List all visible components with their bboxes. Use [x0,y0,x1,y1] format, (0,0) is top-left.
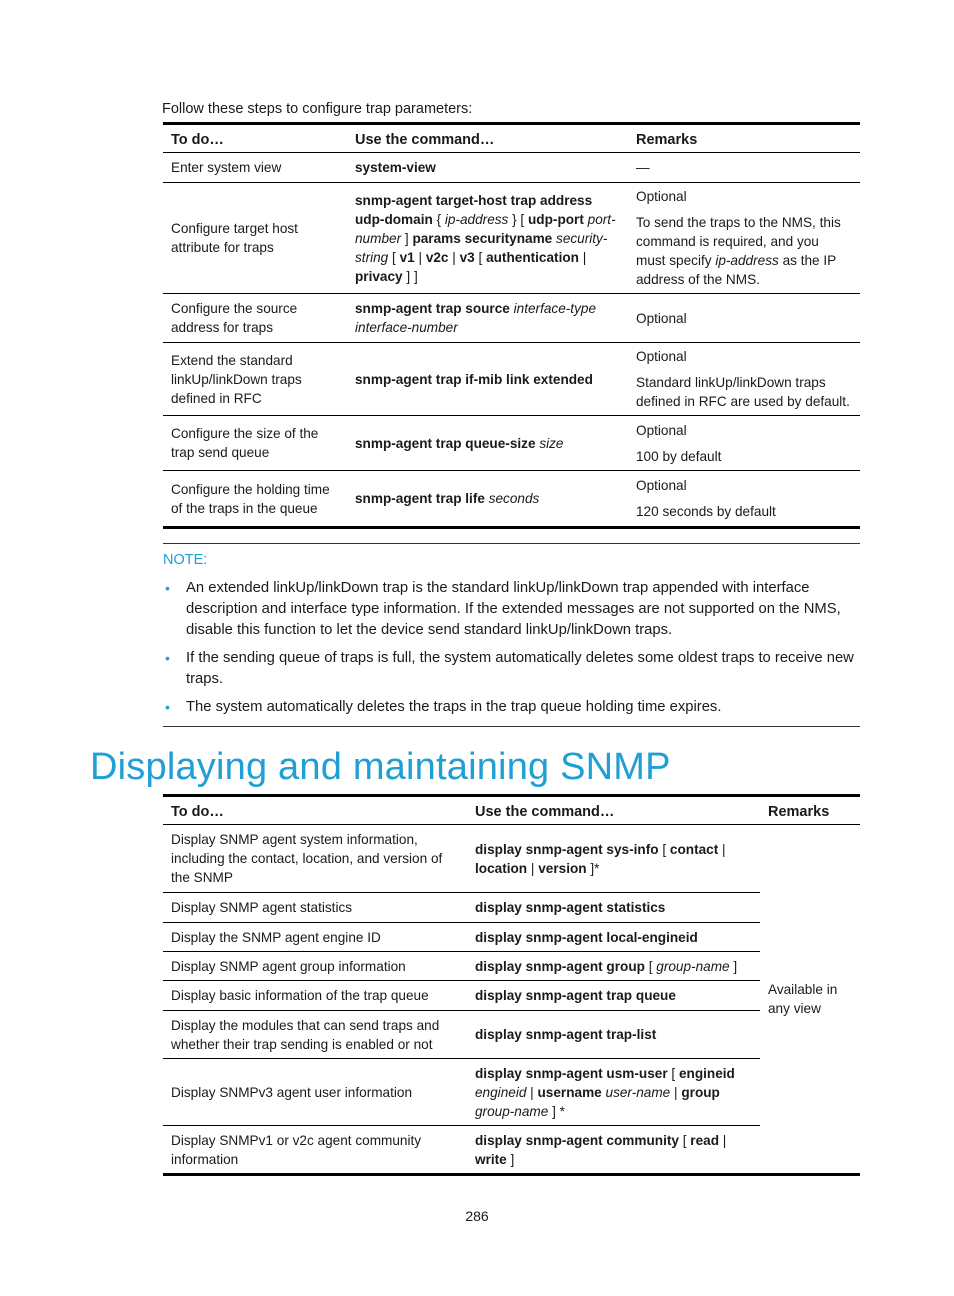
column-header-remarks: Remarks [636,132,698,148]
todo-cell: Configure target host attribute for traps [171,221,298,255]
command-cell: display snmp-agent group [ group-name ] [475,958,738,974]
command-cell: display snmp-agent usm-user [ engineid engineid | username user-name | group group-name ] * [475,1065,735,1119]
remark-text: — [636,160,650,175]
todo-cell: Display the modules that can send traps and whether their trap sending is enabled or not [171,1017,440,1052]
table-row [163,343,860,416]
list-item [163,648,860,690]
note-item-text: The system automatically deletes the traps in the trap queue holding time expires. [186,699,722,715]
note-item-text: An extended linkUp/linkDown trap is the standard linkUp/linkDown trap appended with interface description and interface type information. If the extended messages are not supported on the NMS, disable this function to let the device send standard linkUp/linkDown traps. [186,580,841,638]
table-row [163,183,860,294]
note-item-text: If the sending queue of traps is full, the system automatically deletes some oldest traps to receive new traps. [186,650,854,687]
remark-text: Optional [636,349,687,364]
command-cell: snmp-agent trap if-mib link extended [355,371,593,387]
column-header-todo: To do… [171,804,224,820]
bullet-icon: • [165,699,170,715]
table-row [163,416,860,471]
remarks-cell [628,183,860,294]
intro-text: Follow these steps to configure trap parameters: [162,101,473,117]
remark-text: 120 seconds by default [636,504,776,519]
command-cell: snmp-agent trap queue-size size [355,435,564,451]
todo-cell: Display SNMP agent statistics [171,900,353,915]
column-header-todo: To do… [171,132,224,148]
todo-cell: Configure the size of the trap send queue [171,426,319,460]
todo-cell: Extend the standard linkUp/linkDown traps defined in RFC [171,352,302,406]
note-title: NOTE: [163,552,208,568]
todo-cell: Display SNMPv1 or v2c agent community information [171,1132,422,1167]
bullet-icon: • [165,580,170,596]
command-cell: display snmp-agent sys-info [ contact | location | version ]* [475,841,726,876]
command-cell: snmp-agent trap source interface-type interface-number [355,301,596,335]
table-row [163,471,860,528]
table-row [163,952,860,981]
command-cell: display snmp-agent statistics [475,900,666,915]
table-row [163,981,860,1011]
remarks-cell [628,343,860,416]
column-header-command: Use the command… [355,132,495,148]
todo-cell: Display basic information of the trap queue [171,988,429,1003]
remark-text: 100 by default [636,448,722,464]
list-item [163,697,860,718]
table-row [163,893,860,923]
table-row [163,1126,860,1175]
command-cell: display snmp-agent trap queue [475,988,676,1003]
remark-text: Optional [636,189,687,204]
list-item [163,578,860,641]
todo-cell: Configure the holding time of the traps in the queue [171,481,330,516]
table-row [163,294,860,343]
command-cell: snmp-agent target-host trap address udp-domain { ip-address } [ udp-port port-number ] params securityname security-string [ v1 | v2c | v3 [ authentication | privacy ] ] [355,192,616,284]
section-title: Displaying and maintaining SNMP [90,746,671,788]
remarks-cell: Available in any view [768,982,838,1016]
page-number: 286 [465,1208,489,1224]
table-row [163,923,860,952]
todo-cell: Display the SNMP agent engine ID [171,929,381,945]
remark-text: Optional [636,478,687,493]
remark-text: Optional [636,310,687,326]
table-row [163,1059,860,1126]
bullet-icon: • [165,650,170,666]
remarks-cell [628,294,860,343]
remark-text: To send the traps to the NMS, this command is required, and you must specify ip-address as the IP address of the NMS. [636,215,841,287]
todo-cell: Enter system view [171,160,282,175]
display-commands-table [163,794,860,1176]
remark-text: Optional [636,422,687,438]
command-cell: display snmp-agent trap-list [475,1027,657,1042]
command-cell: snmp-agent trap life seconds [355,491,540,506]
table-header-row [163,796,860,825]
command-cell: display snmp-agent local-engineid [475,929,698,945]
note-list [163,578,860,718]
remarks-cell [628,471,860,528]
column-header-remarks: Remarks [768,804,830,820]
todo-cell: Configure the source address for traps [171,301,298,335]
remarks-cell [628,153,860,183]
todo-cell: Display SNMP agent group information [171,958,406,974]
command-cell: display snmp-agent community [ read | write ] [475,1132,727,1167]
remarks-cell [628,416,860,471]
trap-parameters-table [163,122,860,529]
table-header-row [163,124,860,153]
table-row [163,1011,860,1059]
table-row [163,153,860,183]
command-cell: system-view [355,160,436,175]
column-header-command: Use the command… [475,804,615,820]
note-box [163,543,860,727]
todo-cell: Display SNMP agent system information, including the contact, location, and version of the SNMP [171,832,443,885]
todo-cell: Display SNMPv3 agent user information [171,1084,413,1100]
remark-text: Standard linkUp/linkDown traps defined in RFC are used by default. [636,375,850,409]
table-row [163,825,860,893]
